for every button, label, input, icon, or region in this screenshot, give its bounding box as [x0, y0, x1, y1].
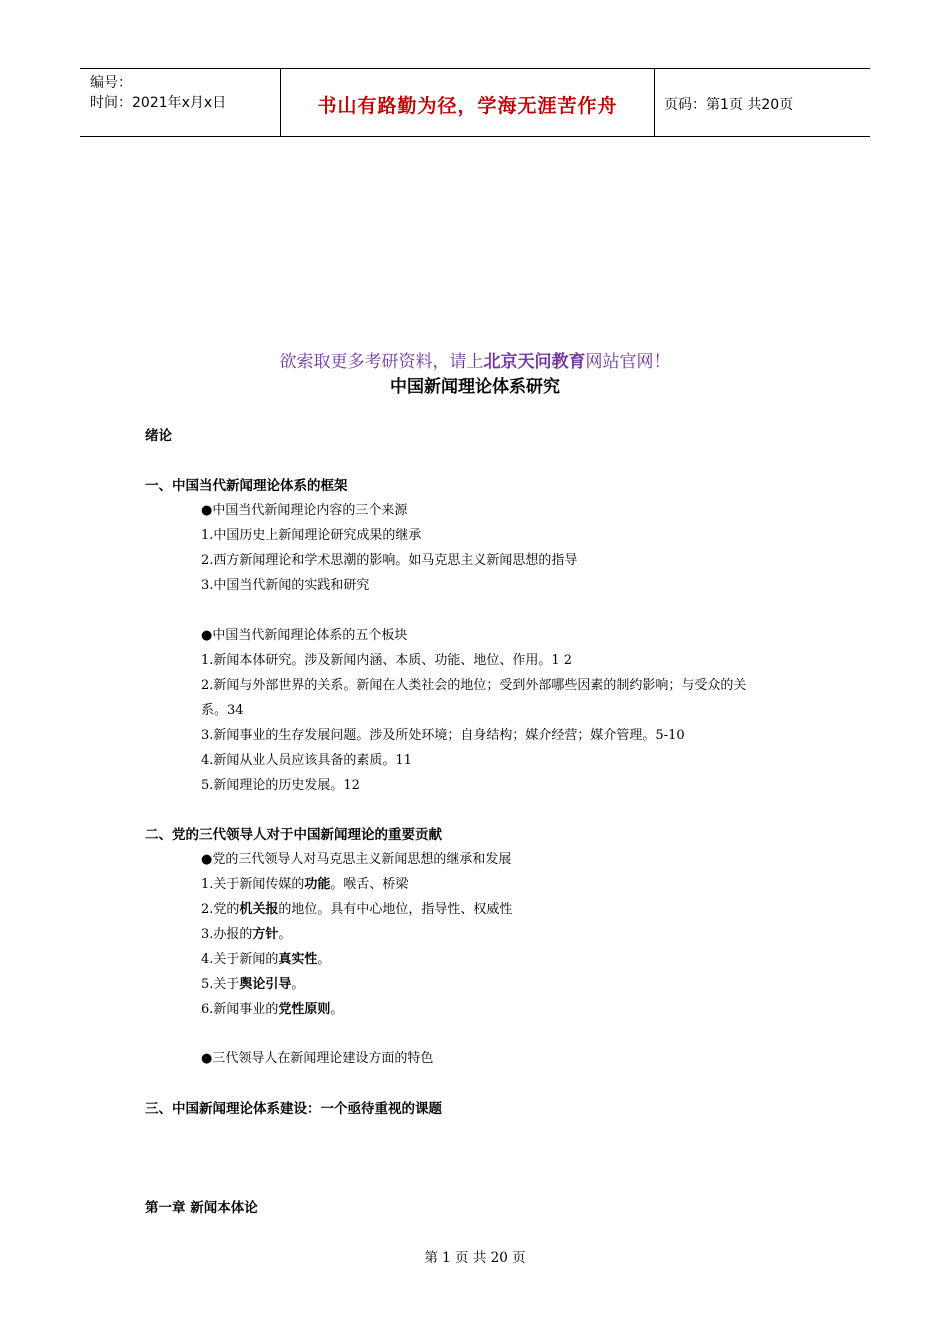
promo-line [0, 347, 950, 372]
list-item-continuation: 系。34 [201, 703, 244, 718]
item-keyword: 功能 [304, 877, 331, 892]
header-info-cell [80, 69, 280, 136]
list-item: 4.新闻从业人员应该具备的素质。11 [201, 753, 412, 768]
section2-heading: 二、党的三代领导人对于中国新闻理论的重要贡献 [145, 827, 442, 843]
list-item: 1.新闻本体研究。涉及新闻内涵、本质、功能、地位、作用。1 2 [201, 653, 573, 668]
page-footer: 第 1 页 共 20 页 [424, 1250, 526, 1266]
promo-brand: 北京天问教育 [483, 352, 586, 372]
intro-heading: 绪论 [145, 428, 172, 444]
document-header [80, 68, 870, 137]
item-text: 的地位。具有中心地位，指导性、权威性 [278, 902, 513, 917]
item-text: 3.办报的 [201, 927, 253, 942]
item-text: 。 [330, 1002, 344, 1017]
section2-bullet-features: ●三代领导人在新闻理论建设方面的特色 [201, 1051, 434, 1066]
header-motto: 书山有路勤为径，学海无涯苦作舟 [317, 95, 618, 117]
list-item: 2.新闻与外部世界的关系。新闻在人类社会的地位；受到外部哪些因素的制约影响；与受众的关 [201, 678, 747, 693]
section1-bullet-blocks: ●中国当代新闻理论体系的五个板块 [201, 628, 408, 643]
item-text: 2.党的 [201, 902, 240, 917]
header-number-label: 编号： [90, 75, 132, 91]
item-keyword: 真实性 [278, 952, 318, 967]
item-text: 。喉舌、桥梁 [330, 877, 409, 892]
section1-heading: 一、中国当代新闻理论体系的框架 [145, 478, 348, 494]
item-keyword: 舆论引导 [239, 977, 292, 992]
list-item: 1.中国历史上新闻理论研究成果的继承 [201, 528, 422, 543]
list-item [201, 948, 330, 967]
section2-bullet-inheritance: ●党的三代领导人对马克思主义新闻思想的继承和发展 [201, 852, 512, 867]
list-item [201, 923, 291, 942]
list-item [201, 998, 343, 1017]
item-text: 6.新闻事业的 [201, 1002, 279, 1017]
item-text: 。 [278, 927, 292, 942]
promo-suffix: 网站官网！ [585, 352, 671, 372]
item-text: 。 [291, 977, 305, 992]
header-time-label: 时间：2021年x月x日 [90, 95, 227, 111]
item-keyword: 党性原则 [278, 1002, 331, 1017]
list-item: 3.新闻事业的生存发展问题。涉及所处环境；自身结构；媒介经营；媒介管理。5-10 [201, 728, 685, 743]
list-item [201, 898, 512, 917]
section3-heading: 三、中国新闻理论体系建设：一个亟待重视的课题 [145, 1101, 442, 1117]
header-motto-cell [280, 69, 655, 136]
list-item: 2.西方新闻理论和学术思潮的影响。如马克思主义新闻思想的指导 [201, 553, 578, 568]
item-keyword: 方针 [252, 927, 279, 942]
list-item: 5.新闻理论的历史发展。12 [201, 778, 360, 793]
document-title: 中国新闻理论体系研究 [390, 377, 560, 397]
item-keyword: 机关报 [239, 902, 279, 917]
item-text: 5.关于 [201, 977, 240, 992]
section1-bullet-sources: ●中国当代新闻理论内容的三个来源 [201, 503, 408, 518]
header-page-cell [654, 69, 870, 136]
list-item [201, 973, 304, 992]
item-text: 。 [317, 952, 331, 967]
item-text: 4.关于新闻的 [201, 952, 279, 967]
item-text: 1.关于新闻传媒的 [201, 877, 305, 892]
chapter1-heading: 第一章 新闻本体论 [145, 1200, 258, 1216]
list-item: 3.中国当代新闻的实践和研究 [201, 578, 370, 593]
header-page-label: 页码：第1页 共20页 [664, 97, 794, 113]
list-item [201, 873, 408, 892]
promo-prefix: 欲索取更多考研资料，请上 [279, 352, 484, 372]
